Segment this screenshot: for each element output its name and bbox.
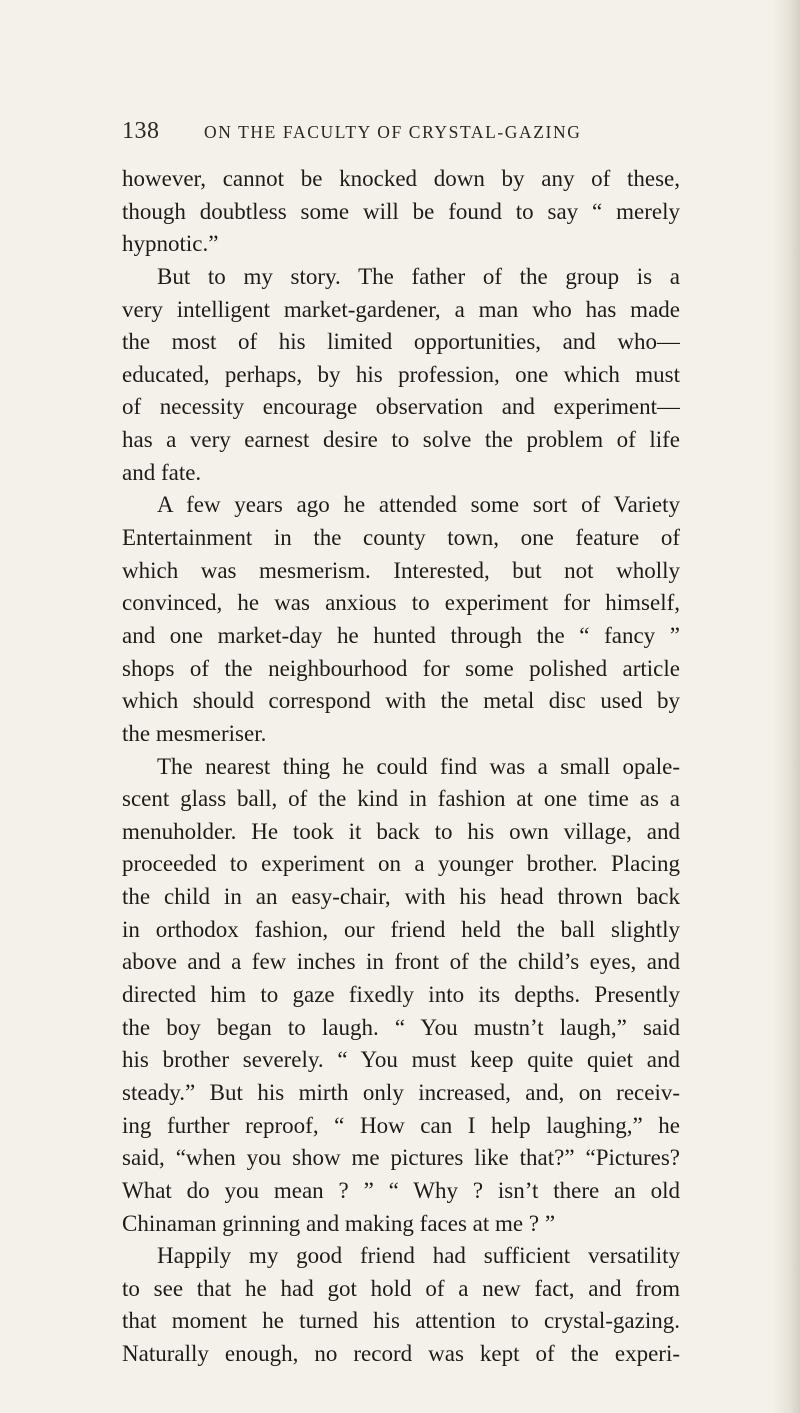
running-head (122, 118, 682, 148)
text-line: the most of his limited opportunities, and who— (122, 329, 680, 355)
text-line: Happily my good friend had sufficient versatility (157, 1243, 680, 1269)
text-line: shops of the neighbourhood for some polished article (122, 655, 680, 681)
text-line: and one market-day he hunted through the “ fancy ” (122, 622, 680, 648)
text-line: ing further reproof, “ How can I help laughing,” he (122, 1112, 680, 1138)
text-line: which was mesmerism. Interested, but not wholly (122, 557, 680, 583)
text-line: directed him to gaze fixedly into its depths. Presently (122, 982, 680, 1008)
text-line: has a very earnest desire to solve the problem of life (122, 427, 680, 453)
text-line: and fate. (122, 459, 202, 485)
text-line: Entertainment in the county town, one feature of (122, 525, 680, 551)
text-line: in orthodox fashion, our friend held the ball slightly (122, 916, 680, 942)
text-line: the boy began to laugh. “ You mustn’t laugh,” said (122, 1014, 680, 1040)
text-line: though doubtless some will be found to say “ merely (122, 198, 680, 224)
text-line: educated, perhaps, by his profession, one which must (122, 361, 680, 387)
text-line: of necessity encourage observation and experiment— (122, 394, 680, 420)
text-line: scent glass ball, of the kind in fashion at one time as a (122, 786, 680, 812)
text-line: the child in an easy-chair, with his head thrown back (122, 884, 680, 910)
text-line: however, cannot be knocked down by any of these, (122, 166, 680, 191)
text-line: his brother severely. “ You must keep quite quiet and (122, 1047, 680, 1073)
text-line: which should correspond with the metal disc used by (122, 688, 680, 714)
text-line: said, “when you show me pictures like that?” “Pictures? (122, 1145, 680, 1171)
text-line: Chinaman grinning and making faces at me ? ” (122, 1210, 556, 1236)
page-edge-shadow (772, 0, 800, 1413)
text-line: hypnotic.” (122, 231, 219, 257)
running-title: ON THE FACULTY OF CRYSTAL-GAZING (204, 122, 582, 142)
body-text (122, 163, 680, 1371)
text-line: to see that he had got hold of a new fact, and from (122, 1275, 680, 1301)
text-line: But to my story. The father of the group is a (157, 263, 680, 289)
text-line: The nearest thing he could find was a small opale- (157, 753, 680, 779)
text-line: Naturally enough, no record was kept of the experi- (122, 1341, 680, 1367)
text-line: What do you mean ? ” “ Why ? isn’t there an old (122, 1177, 680, 1203)
text-line: the mesmeriser. (122, 720, 267, 746)
text-line: A few years ago he attended some sort of Variety (157, 492, 680, 518)
page-number: 138 (122, 118, 160, 144)
text-line: convinced, he was anxious to experiment for himself, (122, 590, 680, 616)
text-line: menuholder. He took it back to his own village, and (122, 818, 680, 844)
text-line: above and a few inches in front of the child’s eyes, and (122, 949, 680, 975)
text-line: steady.” But his mirth only increased, and, on receiv- (122, 1079, 680, 1105)
text-line: very intelligent market-gardener, a man who has made (122, 296, 680, 322)
text-line: that moment he turned his attention to crystal-gazing. (122, 1308, 680, 1334)
text-line: proceeded to experiment on a younger brother. Placing (122, 851, 680, 877)
